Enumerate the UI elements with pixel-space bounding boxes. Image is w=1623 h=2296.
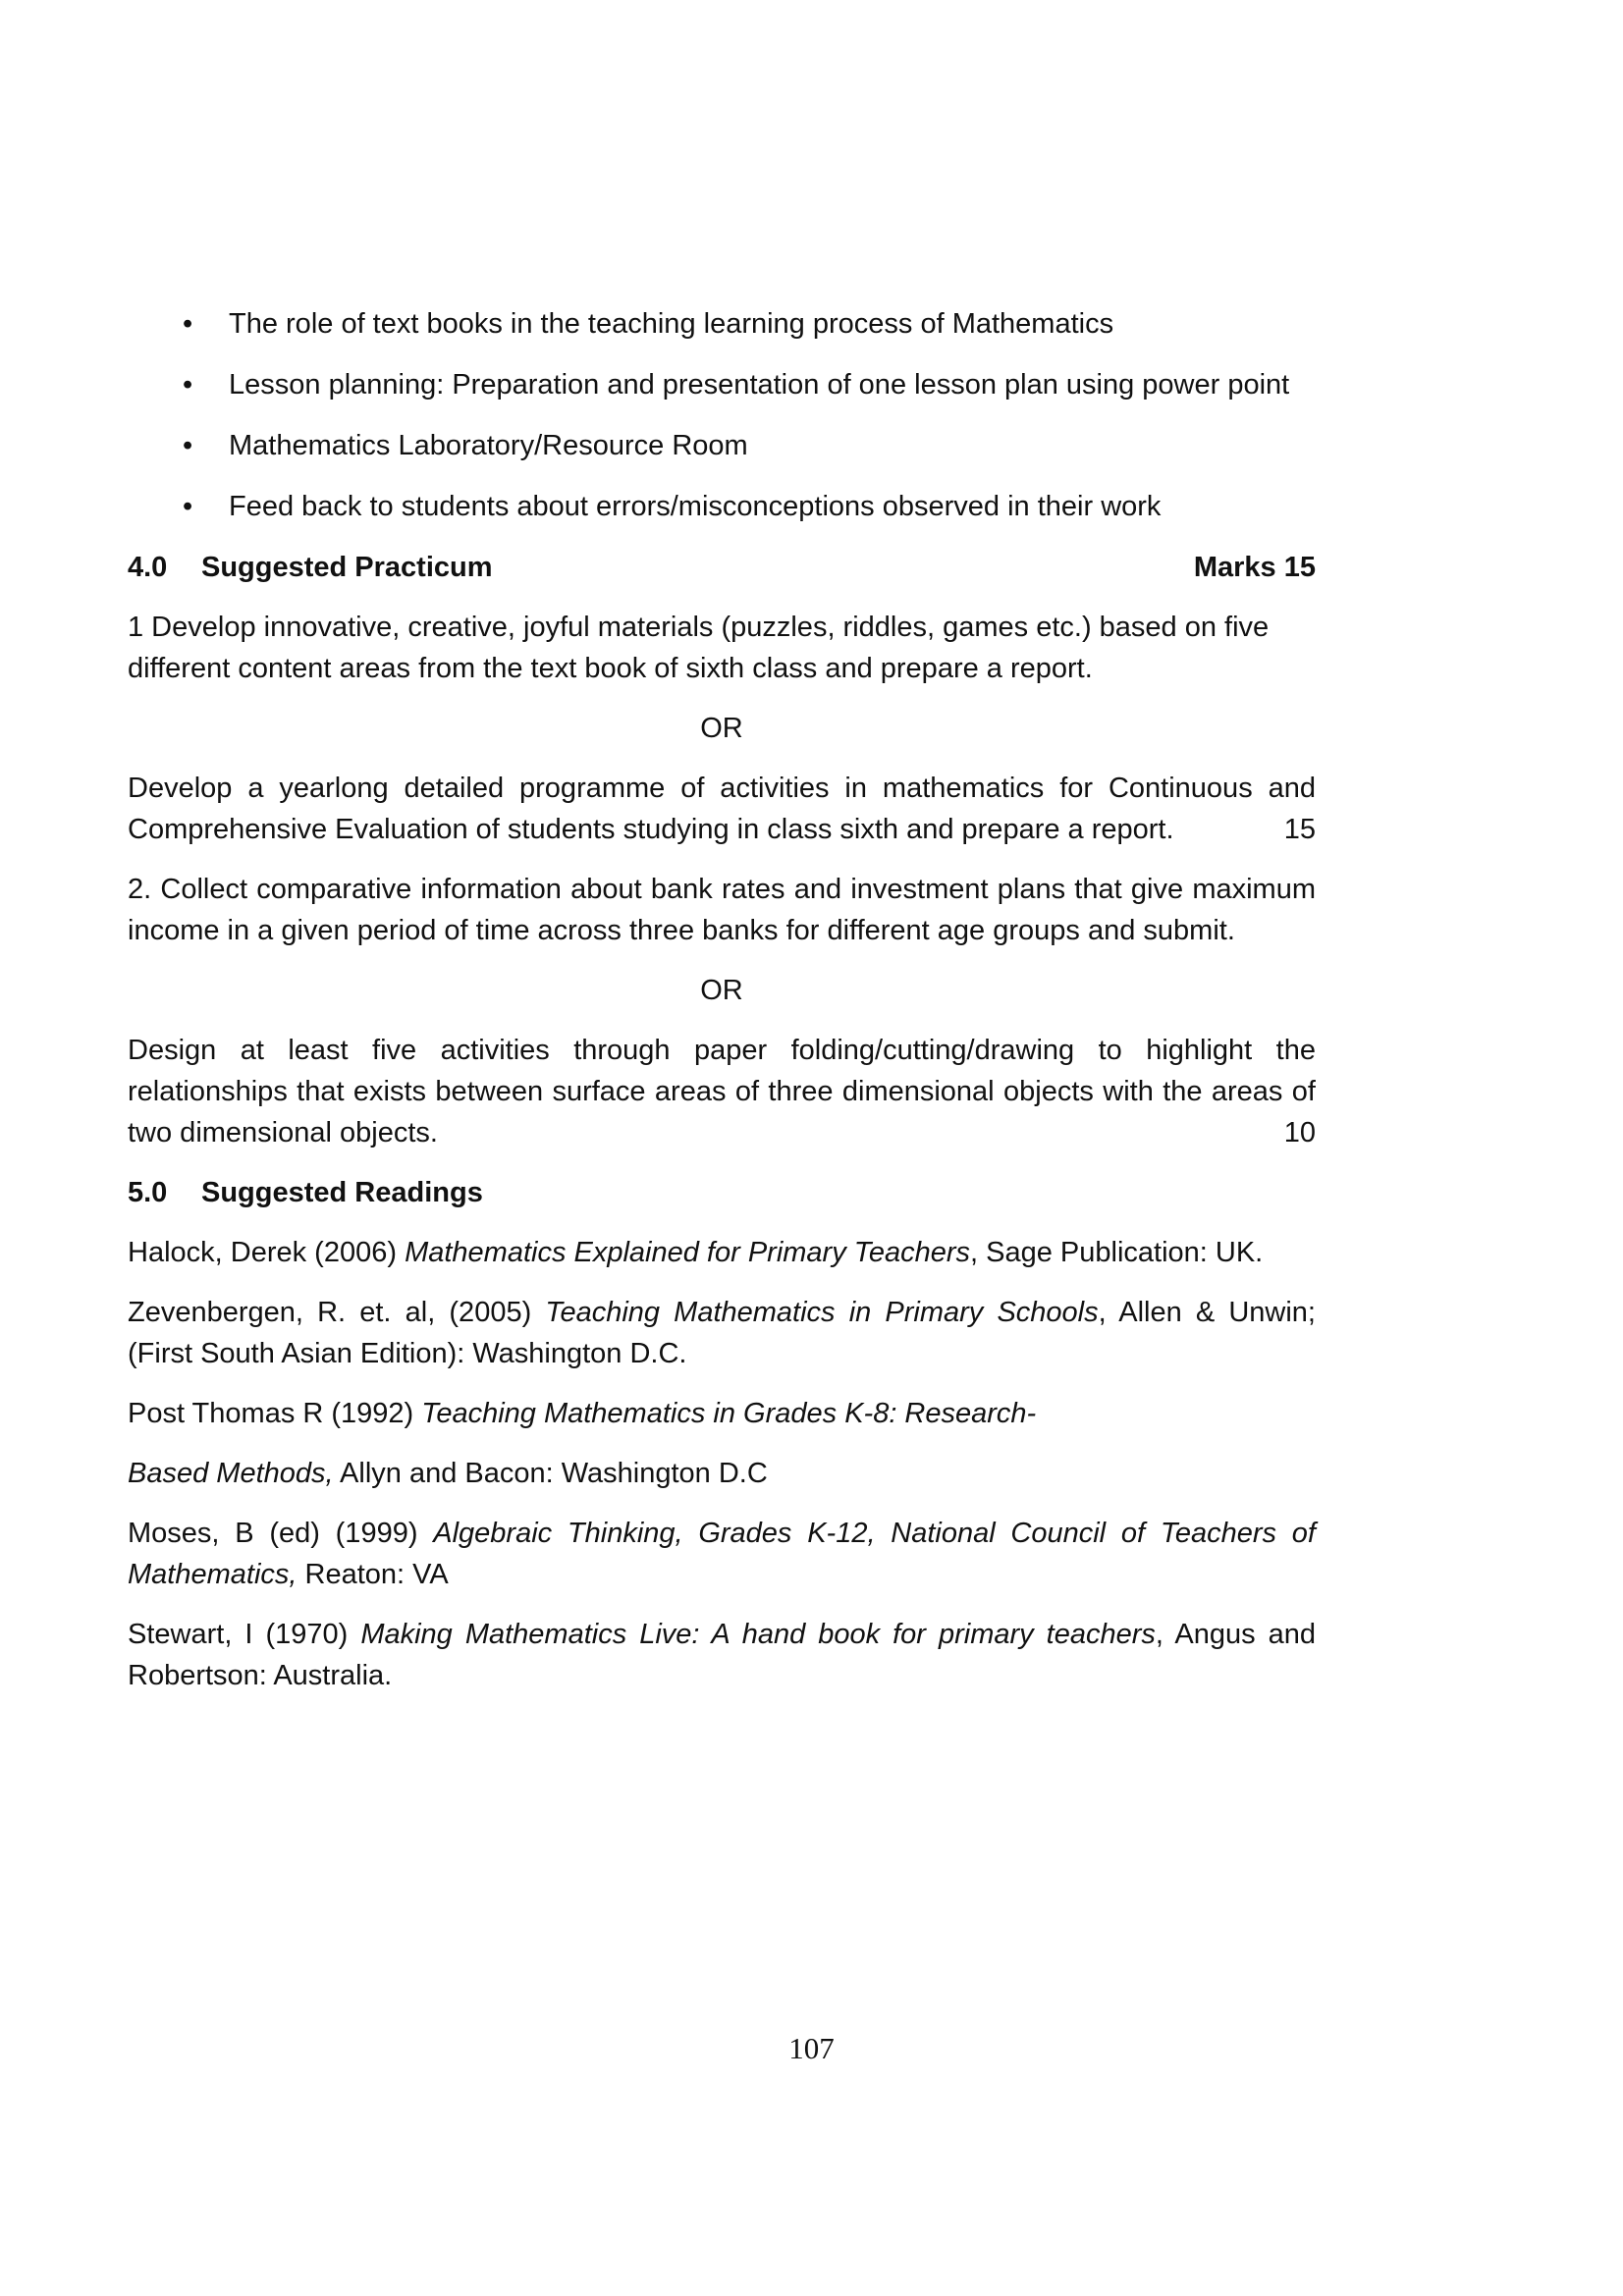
bullet-icon: • <box>183 491 193 522</box>
bullet-text: Lesson planning: Preparation and presentation of one lesson plan using power point <box>229 369 1290 400</box>
page-number: 107 <box>788 2031 835 2065</box>
reference-text: Moses, B (ed) (1999) <box>128 1518 434 1549</box>
practicum-paragraph <box>128 768 1316 850</box>
practicum-paragraph: 2. Collect comparative information about bank rates and investment plans that give maximum income in a given period of time across three banks for different age groups and submit. <box>128 874 1316 946</box>
list-item <box>128 303 1316 345</box>
bullet-icon: • <box>183 308 193 340</box>
reference-text: Allyn and Bacon: Washington D.C <box>333 1458 768 1489</box>
reference-entry <box>128 1513 1316 1595</box>
reference-text: Halock, Derek (2006) <box>128 1237 406 1268</box>
practicum-paragraph <box>128 1030 1316 1153</box>
reference-text: Zevenbergen, R. et. al, (2005) <box>128 1297 546 1328</box>
section-5-heading-left <box>128 1172 483 1213</box>
reference-title-italic: Teaching Mathematics in Grades K-8: Research- <box>421 1398 1037 1429</box>
bullet-text: Feed back to students about errors/misconceptions observed in their work <box>229 491 1162 522</box>
marks-value: 15 <box>1283 814 1316 845</box>
reference-text: , Allen & Unwin; (First South Asian Edition): Washington D.C. <box>128 1297 1316 1369</box>
reference-text: Stewart, I (1970) <box>128 1619 361 1650</box>
bullet-text: Mathematics Laboratory/Resource Room <box>229 430 748 461</box>
reference-text: Post Thomas R (1992) <box>128 1398 422 1429</box>
reference-entry <box>128 1453 1316 1494</box>
section-5-heading <box>128 1172 1316 1213</box>
page-content <box>128 303 1316 1715</box>
reference-title-italic: Algebraic Thinking, Grades K-12, National Council of Teachers of Mathematics, <box>128 1518 1316 1590</box>
marks-value: 10 <box>1283 1117 1316 1148</box>
section-number: 4.0 <box>128 552 168 583</box>
list-item <box>128 486 1316 527</box>
section-4-heading-left <box>128 547 493 588</box>
practicum-paragraph: 1 Develop innovative, creative, joyful materials (puzzles, riddles, games etc.) based on five different content areas from the text book of sixth class and prepare a report. <box>128 612 1270 684</box>
bullet-text: The role of text books in the teaching learning process of Mathematics <box>229 308 1114 340</box>
or-separator: OR <box>700 975 743 1006</box>
reference-entry <box>128 1614 1316 1696</box>
reference-text: Reaton: VA <box>297 1559 449 1590</box>
section-title: Suggested Readings <box>201 1177 483 1208</box>
reference-text: , Sage Publication: UK. <box>970 1237 1264 1268</box>
reference-text: , Angus and Robertson: Australia. <box>128 1619 1317 1691</box>
reference-title-italic: Mathematics Explained for Primary Teachers <box>405 1237 970 1268</box>
list-item <box>128 364 1316 405</box>
reference-title-italic: Making Mathematics Live: A hand book for primary teachers <box>360 1619 1156 1650</box>
reference-entry <box>128 1232 1316 1273</box>
section-number: 5.0 <box>128 1177 168 1208</box>
section-title: Suggested Practicum <box>201 552 493 583</box>
practicum-text: Develop a yearlong detailed programme of activities in mathematics for Continuous and Comprehensive Evaluation of students studying in class sixth and prepare a report. <box>128 773 1316 845</box>
bullet-list <box>128 303 1316 527</box>
reference-entry <box>128 1393 1316 1434</box>
section-4-heading <box>128 547 1316 588</box>
or-separator: OR <box>700 713 743 744</box>
list-item <box>128 425 1316 466</box>
marks-label: Marks 15 <box>1193 552 1316 583</box>
practicum-text: Design at least five activities through paper folding/cutting/drawing to highlight the relationships that exists between surface areas of three dimensional objects with the areas of two dimensional objects. <box>128 1035 1316 1148</box>
bullet-icon: • <box>183 430 193 461</box>
reference-title-italic: Teaching Mathematics in Primary Schools <box>545 1297 1099 1328</box>
reference-entry <box>128 1292 1316 1374</box>
bullet-icon: • <box>183 369 193 400</box>
reference-title-italic: Based Methods, <box>128 1458 334 1489</box>
